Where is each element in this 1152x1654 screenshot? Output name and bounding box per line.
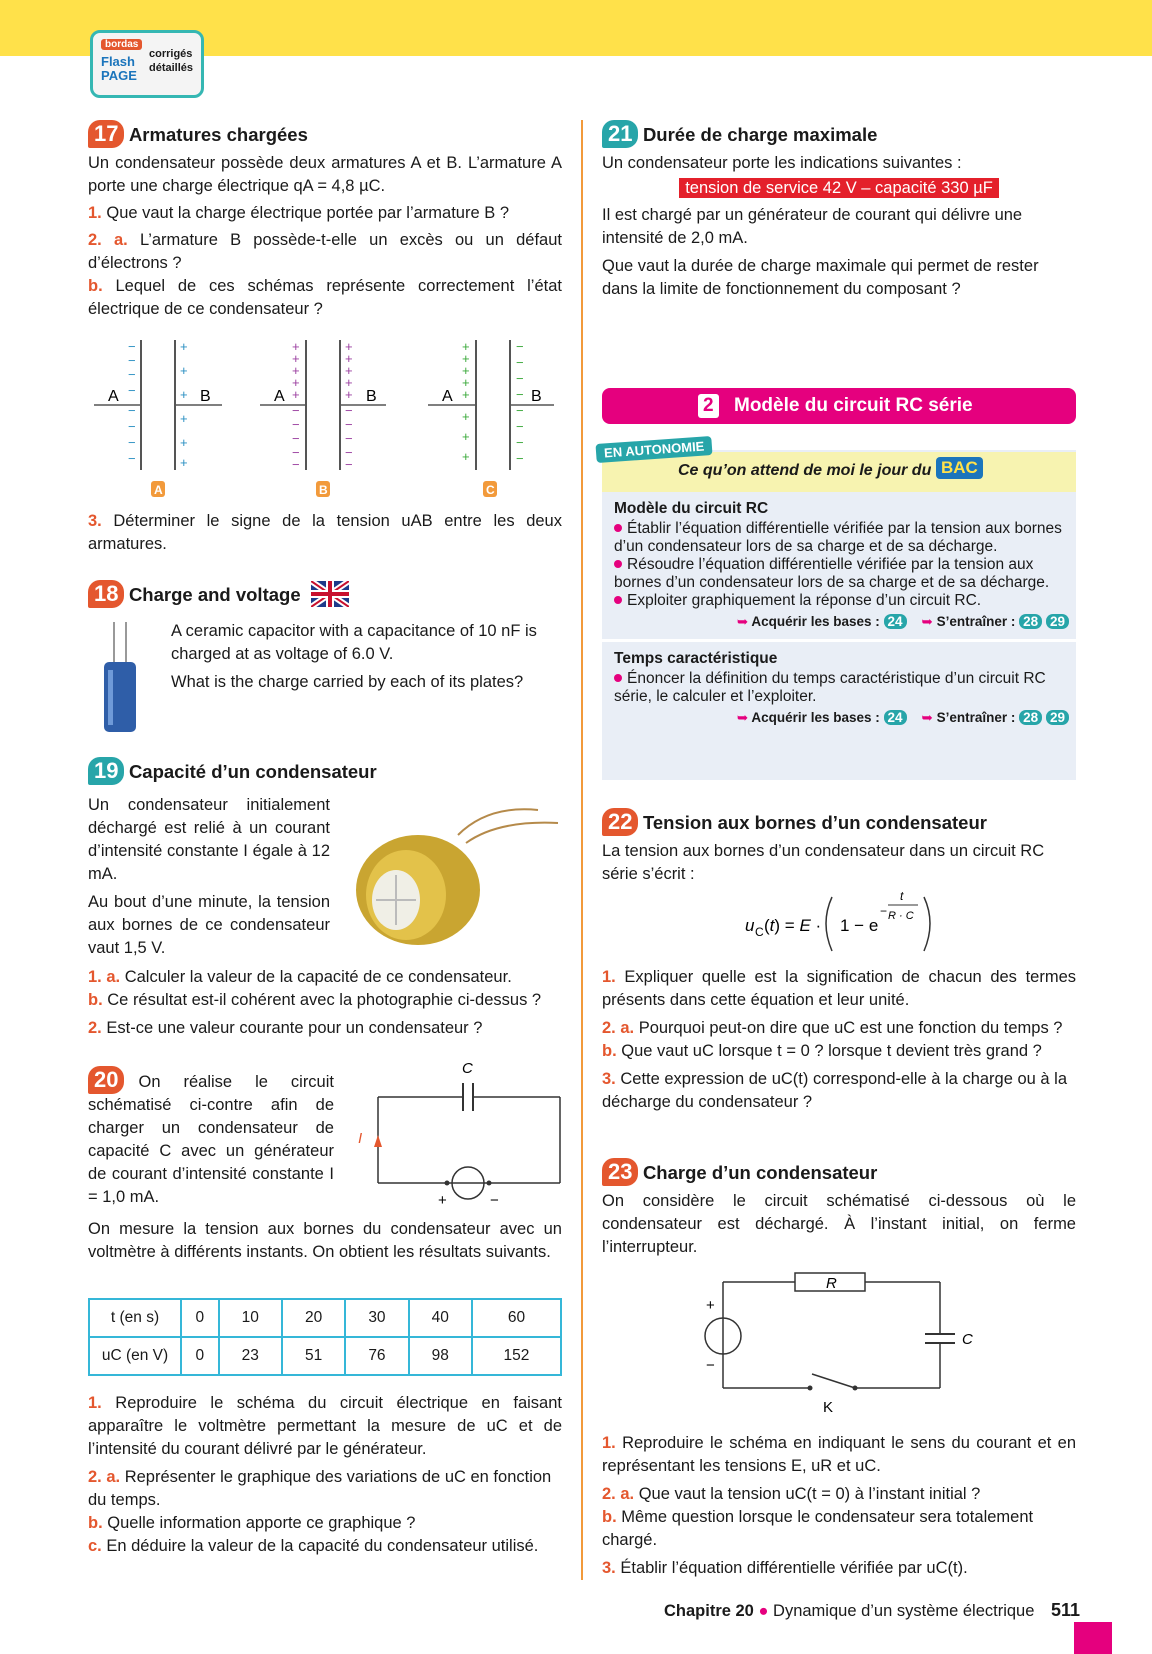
- svg-text:−: −: [516, 371, 524, 386]
- exercise-number: 20: [88, 1066, 124, 1094]
- list-item: Énoncer la définition du temps caractéristique d’un circuit RC série, le calculer et l’exploiter.: [614, 670, 1046, 705]
- exercise-19: [88, 757, 562, 785]
- exercise-title: Charge and voltage: [128, 584, 301, 605]
- block2-title: Temps caractéristique: [614, 650, 778, 667]
- svg-text:C: C: [962, 1331, 973, 1348]
- svg-text:−: −: [128, 403, 136, 418]
- svg-text:+: +: [345, 339, 353, 354]
- spec-label: tension de service 42 V – capacité 330 µF: [679, 178, 999, 198]
- exercise-20: 20 On réalise le circuit schématisé ci-contre afin de charger un condensateur de capacité C avec un générateur de courant d’intensité constante I = 1,0 mA.: [88, 1067, 334, 1206]
- column-separator: [581, 120, 583, 1580]
- svg-text:−: −: [292, 431, 300, 446]
- svg-text:+: +: [180, 387, 188, 402]
- exercise-17: [88, 120, 562, 321]
- table-header-voltage: uC (en V): [89, 1337, 181, 1375]
- exercise-number: 17: [88, 120, 124, 148]
- block1-title: Modèle du circuit RC: [614, 500, 769, 517]
- svg-text:+: +: [462, 409, 470, 424]
- table-row: t (en s) 0 10 20 30 40 60: [89, 1299, 561, 1337]
- svg-text:−: −: [516, 387, 524, 402]
- svg-text:(t) = E ·: (t) = E ·: [764, 916, 822, 935]
- exercise-19-text: Un condensateur initialement déchargé est relié à un courant d’intensité constante I égale à 12 mA. Au bout d’une minute, la tension aux bornes de ce condensateur vaut 1,5 V.: [88, 796, 330, 957]
- svg-text:+: +: [180, 455, 188, 470]
- page-number: 511: [1051, 1600, 1081, 1620]
- flashpage-badge[interactable]: [90, 30, 204, 98]
- svg-text:−: −: [516, 339, 524, 354]
- svg-text:−: −: [345, 431, 353, 446]
- exercise-intro: Un condensateur possède deux armatures A et B. L’armature A porte une charge électrique qA = 4,8 µC.: [88, 154, 562, 195]
- svg-text:−: −: [516, 419, 524, 434]
- svg-text:+: +: [462, 375, 470, 390]
- svg-text:−: −: [516, 355, 524, 370]
- list-item: Établir l’équation différentielle vérifiée par la tension aux bornes d’un condensateur lors de sa charge et de sa décharge.: [614, 520, 1062, 555]
- section-banner: 2 Modèle du circuit RC série: [602, 388, 1076, 424]
- svg-text:−: −: [128, 353, 136, 368]
- links-row: ➥ Acquérir les bases : 24 ➥ S’entraîner : 28 29: [614, 709, 1069, 727]
- svg-text:−: −: [880, 904, 888, 918]
- svg-text:+: +: [292, 363, 300, 378]
- svg-text:R · C: R · C: [888, 910, 914, 922]
- svg-text:−: −: [292, 403, 300, 418]
- table-row: uC (en V) 0 23 51 76 98 152: [89, 1337, 561, 1375]
- svg-text:−: −: [516, 451, 524, 466]
- uk-flag-icon: [311, 581, 349, 607]
- svg-text:−: −: [292, 457, 300, 472]
- exercise-22-questions: 1. Expliquer quelle est la signification de chacun des termes présents dans cette équation et leur unité. 2. a. Pourquoi peut-on dire que uC est une fonction du temps ? b. Que vaut uC lorsque t = 0 ? lorsque t devient très grand ? 3. Cette expression de uC(t) correspond-elle à la charge ou à la décharge du condensateur ?: [602, 968, 1076, 1111]
- svg-text:C: C: [462, 1060, 473, 1077]
- schema-label-a: A: [154, 483, 163, 497]
- measurements-table: [88, 1298, 562, 1376]
- exercise-21: 21 Durée de charge maximale Un condensateur porte les indications suivantes : tension de service 42 V – capacité 330 µF Il est chargé par un générateur de courant qui délivre une intensité de 2,0 mA. Que vaut la durée de charge maximale qui permet de rester dans la limite de fonctionnement du composant ?: [602, 121, 1039, 298]
- svg-text:+: +: [345, 351, 353, 366]
- svg-text:+: +: [462, 363, 470, 378]
- exercise-title: Tension aux bornes d’un condensateur: [642, 812, 987, 833]
- svg-text:+: +: [180, 339, 188, 354]
- svg-text:+: +: [292, 387, 300, 402]
- svg-text:−: −: [345, 457, 353, 472]
- exercise-number: 18: [88, 580, 124, 608]
- exercise-20-text: On mesure la tension aux bornes du condensateur avec un voltmètre à différents instants. On obtient les résultats suivants.: [88, 1220, 562, 1261]
- plate-a-label: A: [274, 388, 285, 405]
- footer: Chapitre 20 ● Dynamique d’un système électrique 511: [664, 1600, 1081, 1620]
- svg-text:−: −: [128, 435, 136, 450]
- svg-text:−: −: [345, 445, 353, 460]
- svg-text:+: +: [180, 435, 188, 450]
- schema-c: [428, 339, 554, 497]
- exercise-18: [88, 580, 562, 608]
- svg-text:+: +: [462, 387, 470, 402]
- svg-text:−: −: [128, 383, 136, 398]
- question-2a: 2. a. L’armature B possède-t-elle un excès ou un défaut d’électrons ?: [88, 231, 562, 272]
- current-source-circuit: [350, 1055, 565, 1210]
- svg-text:−: −: [516, 403, 524, 418]
- rc-circuit: [700, 1270, 980, 1420]
- plate-a-label: A: [108, 388, 119, 405]
- svg-text:+: +: [462, 429, 470, 444]
- capacitor-photo: [348, 795, 563, 955]
- bordas-logo: bordas: [101, 39, 142, 50]
- list-item: Exploiter graphiquement la réponse d’un circuit RC.: [614, 592, 1069, 610]
- capacitor-schemas: [88, 335, 562, 505]
- exercise-22: 22 Tension aux bornes d’un condensateur La tension aux bornes d’un condensateur dans un circuit RC série s’écrit :: [602, 809, 1045, 883]
- svg-text:−: −: [490, 1192, 499, 1209]
- exercise-number: 22: [602, 808, 638, 836]
- svg-text:C: C: [755, 925, 764, 939]
- svg-text:+: +: [462, 339, 470, 354]
- chapter-label: Chapitre 20: [664, 1602, 754, 1620]
- question-1: 1. Que vaut la charge électrique portée par l’armature B ?: [88, 204, 509, 222]
- exercise-23: 23 Charge d’un condensateur On considère le circuit schématisé ci-dessous où le condensateur est déchargé. À l’instant initial, on ferme l’interrupteur.: [602, 1159, 1076, 1256]
- svg-text:+: +: [180, 363, 188, 378]
- bac-badge: BAC: [936, 457, 983, 479]
- exercise-number: 21: [602, 120, 638, 148]
- svg-text:+: +: [292, 351, 300, 366]
- svg-text:−: −: [128, 339, 136, 354]
- objectives-content: [614, 500, 1069, 727]
- plate-b-label: B: [366, 388, 377, 405]
- svg-text:+: +: [180, 411, 188, 426]
- chapter-subtitle: Dynamique d’un système électrique: [773, 1602, 1035, 1620]
- svg-text:+: +: [462, 449, 470, 464]
- svg-text:+: +: [462, 351, 470, 366]
- svg-text:+: +: [706, 1297, 715, 1314]
- svg-text:u: u: [745, 916, 755, 935]
- svg-text:−: −: [128, 451, 136, 466]
- svg-text:+: +: [292, 339, 300, 354]
- plate-b-label: B: [531, 388, 542, 405]
- svg-text:−: −: [516, 435, 524, 450]
- table-header-time: t (en s): [89, 1299, 181, 1337]
- corriges-label: corrigés détaillés: [149, 48, 194, 74]
- exercise-19-questions: 1. a. Calculer la valeur de la capacité de ce condensateur. b. Ce résultat est-il cohérent avec la photographie ci-dessus ? 2. Est-ce une valeur courante pour un condensateur ?: [88, 968, 542, 1037]
- uc-equation: [740, 885, 940, 957]
- exercise-title: Capacité d’un condensateur: [128, 761, 377, 782]
- svg-text:+: +: [345, 363, 353, 378]
- svg-text:−: −: [128, 419, 136, 434]
- svg-text:+: +: [345, 375, 353, 390]
- objectives-header: Ce qu’on attend de moi le jour du BAC: [602, 452, 1076, 492]
- svg-text:−: −: [292, 445, 300, 460]
- plate-a-label: A: [442, 388, 453, 405]
- exercise-number: 23: [602, 1158, 638, 1186]
- svg-text:1 − e: 1 − e: [840, 916, 879, 935]
- schema-label-b: B: [319, 483, 328, 497]
- exercise-20-questions: 1. Reproduire le schéma du circuit électrique en faisant apparaître le voltmètre permettant la mesure de uC et de l’intensité du courant délivré par le générateur. 2. a. Représenter le graphique des variations de uC en fonction du temps. b. Quelle information apporte ce graphique ? c. En déduire la valeur de la capacité du condensateur utilisé.: [88, 1394, 562, 1555]
- question-2b: b. Lequel de ces schémas représente correctement l’état électrique de ce condensateur ?: [88, 277, 562, 318]
- exercise-17-q3: 3. Déterminer le signe de la tension uAB entre les deux armatures.: [88, 512, 562, 553]
- svg-text:+: +: [438, 1192, 447, 1209]
- autonomie-badge: EN AUTONOMIE: [595, 436, 712, 463]
- exercise-title: Durée de charge maximale: [642, 124, 878, 145]
- svg-text:t: t: [900, 889, 904, 903]
- svg-text:R: R: [826, 1275, 837, 1292]
- exercise-18-text: A ceramic capacitor with a capacitance of 10 nF is charged at as voltage of 6.0 V. What is the charge carried by each of its plates?: [171, 622, 537, 691]
- exercise-23-questions: 1. Reproduire le schéma en indiquant le sens du courant et en représentant les tensions E, uR et uC. 2. a. Que vaut la tension uC(t = 0) à l’instant initial ? b. Même question lorsque le condensateur sera totalement chargé. 3. Établir l’équation différentielle vérifiée par uC(t).: [602, 1434, 1076, 1577]
- exercise-title: Armatures chargées: [128, 124, 308, 145]
- svg-text:−: −: [345, 403, 353, 418]
- links-row: ➥ Acquérir les bases : 24 ➥ S’entraîner : 28 29: [614, 613, 1069, 631]
- svg-text:−: −: [706, 1357, 715, 1374]
- list-item: Résoudre l’équation différentielle vérifiée par la tension aux bornes d’un condensateur lors de sa charge et de sa décharge.: [614, 556, 1050, 591]
- flashpage-logo: Flash PAGE: [101, 54, 137, 83]
- electrolytic-capacitor-image: [100, 620, 140, 735]
- schema-b: [260, 339, 386, 497]
- plate-b-label: B: [200, 388, 211, 405]
- svg-text:−: −: [292, 417, 300, 432]
- exercise-number: 19: [88, 757, 124, 785]
- svg-text:K: K: [823, 1399, 834, 1416]
- svg-text:+: +: [345, 387, 353, 402]
- svg-text:−: −: [128, 367, 136, 382]
- schema-a: [94, 339, 222, 497]
- svg-text:I: I: [358, 1130, 363, 1147]
- page-tab: [1074, 1622, 1112, 1654]
- svg-text:+: +: [292, 375, 300, 390]
- schema-label-c: C: [486, 483, 495, 497]
- svg-text:−: −: [345, 417, 353, 432]
- exercise-title: Charge d’un condensateur: [642, 1162, 878, 1183]
